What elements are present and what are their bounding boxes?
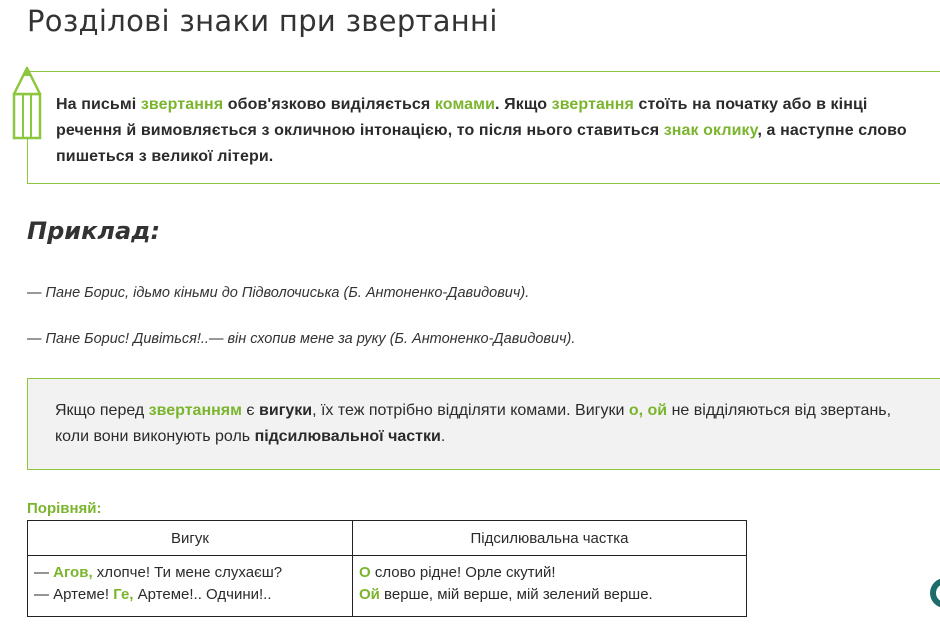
example-heading: Приклад: (27, 217, 161, 245)
highlighted-term: комами (434, 96, 496, 113)
compare-label: Порівняй: (27, 500, 102, 517)
highlighted-term: знак оклику (663, 122, 758, 139)
rule-text-part: На письмі (56, 96, 141, 113)
rule-text (56, 92, 936, 170)
header-particle: Підсилювальна частка (353, 521, 747, 556)
rule-text-part: , а наступне слово пишеться з великої літери. (56, 122, 907, 165)
rule-text-part: . Якщо (495, 96, 552, 113)
header-interjection: Вигук (28, 521, 353, 556)
highlighted-term: звертання (551, 96, 634, 113)
rule-text-part: стоїть на початку або в кінці речення й вимовляється з окличною інтонацією, то після нього ставиться (56, 96, 868, 139)
page-title: Розділові знаки при звертанні (27, 4, 498, 38)
comparison-table (27, 520, 747, 617)
pencil-icon (12, 64, 46, 142)
note-text: Якщо перед звертанням є вигуки, їх теж потрібно відділяти комами. Вигуки о, ой не відділяються від звертань, коли вони виконують роль підсилювальної частки. (55, 402, 892, 445)
cell-particle-examples: О слово рідне! Орле скутий! Ой верше, мій верше, мій зелений верше. (353, 556, 747, 617)
highlighted-term: звертання (140, 96, 224, 113)
table-header-row (28, 521, 747, 556)
rule-text-part: обов'язково виділяється (223, 96, 435, 113)
example-line-1: — Пане Борис, ідьмо кіньми до Підволочиська (Б. Антоненко-Давидович). (27, 285, 530, 301)
table-row (28, 556, 747, 617)
cell-interjection-examples: — Агов, хлопче! Ти мене слухаєш? — Артеме! Ге, Артеме!.. Одчини!.. (28, 556, 353, 617)
example-line-2: — Пане Борис! Дивіться!..— він схопив мене за руку (Б. Антоненко-Давидович). (27, 331, 576, 347)
